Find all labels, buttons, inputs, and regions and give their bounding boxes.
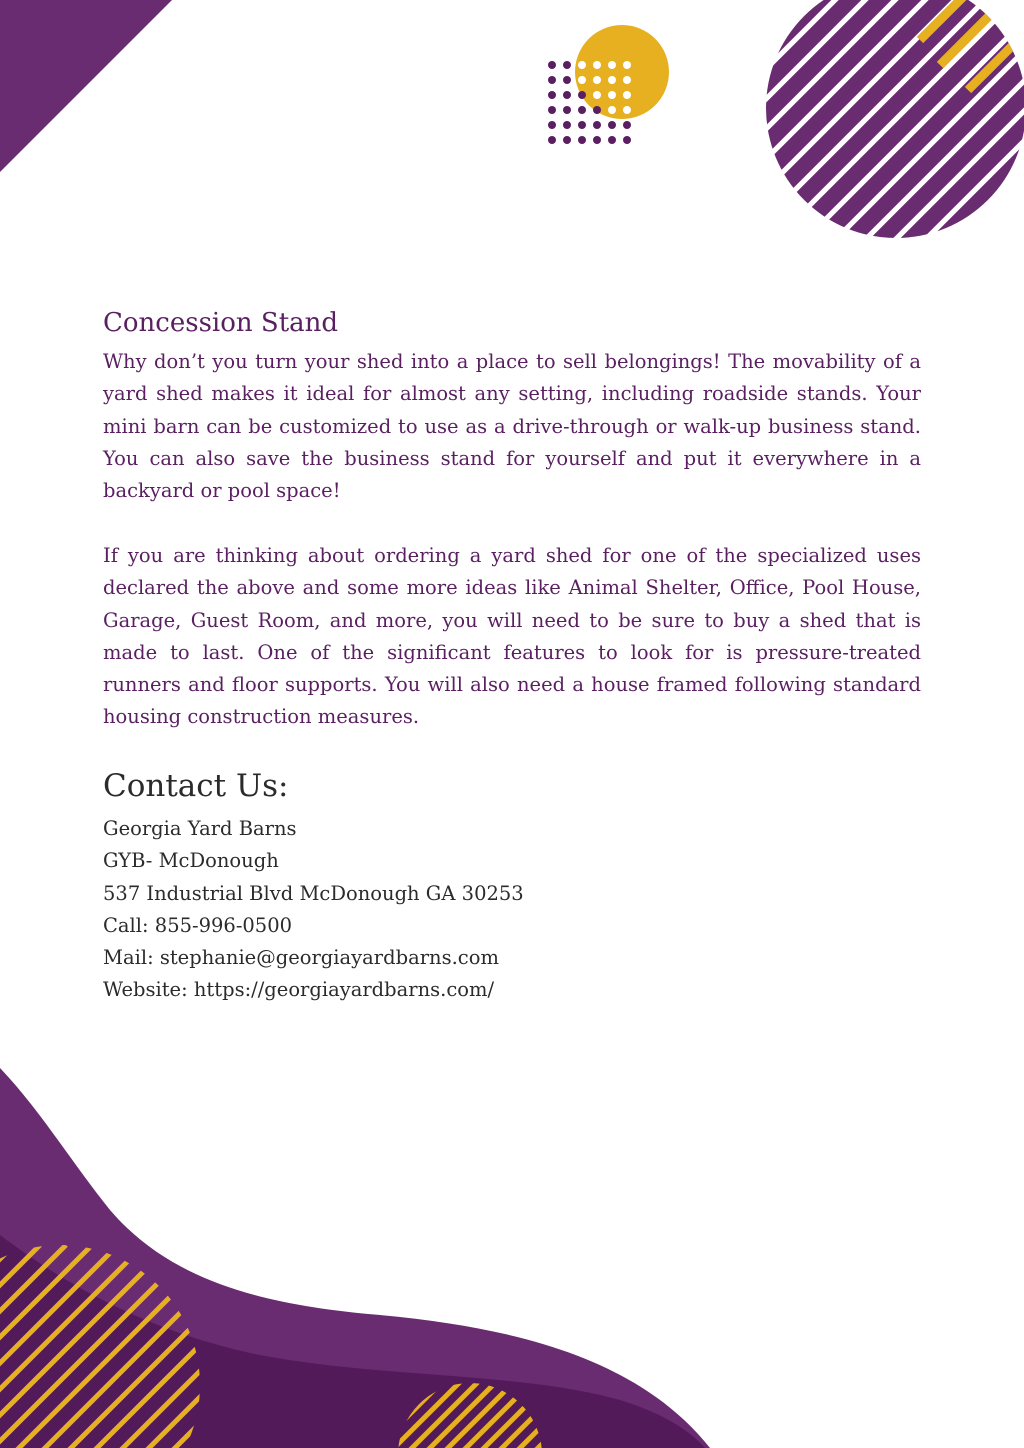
striped-circle bbox=[440, 0, 1024, 260]
contact-details bbox=[103, 813, 524, 1007]
paragraph-concession: Why don’t you turn your shed into a place to sell belongings! The movability of a yard shed makes it ideal for almost any setting, including roadside stands. Your mini barn can be customized to use as a drive-through or walk-up business stand. You can also save the business stand for yourself and put it everywhere in a backyard or pool space! bbox=[103, 350, 921, 503]
dot-grid bbox=[548, 61, 631, 144]
company-name: Georgia Yard Barns bbox=[103, 817, 297, 840]
gold-circle bbox=[575, 25, 669, 119]
website: Website: https://georgiayardbarns.com/ bbox=[103, 978, 495, 1002]
address: 537 Industrial Blvd McDonough GA 30253 bbox=[103, 881, 524, 905]
email: Mail: stephanie@georgiayardbarns.com bbox=[103, 946, 499, 970]
top-left-triangle bbox=[0, 0, 172, 172]
gold-stripes-bottom-left bbox=[0, 1245, 638, 1448]
bottom-wave-light bbox=[0, 1068, 710, 1448]
contact-heading: Contact Us: bbox=[103, 768, 289, 804]
paragraph-ordering: If you are thinking about ordering a yard shed for one of the specialized uses declared the above and some more ideas like Animal Shelter, Office, Pool House, Garage, Guest Room, and more, you will need to be sure to buy a shed that is made to last. One of the significant features to look for is pressure-treated runners and floor supports. You will also need a house framed following standard housing construction measures. bbox=[103, 544, 921, 729]
branch-name: GYB- McDonough bbox=[103, 849, 279, 873]
section-title: Concession Stand bbox=[103, 308, 339, 338]
bottom-wave-dark bbox=[0, 1235, 705, 1448]
gold-stripes-bottom-center bbox=[310, 1380, 714, 1448]
phone: Call: 855-996-0500 bbox=[103, 913, 293, 937]
